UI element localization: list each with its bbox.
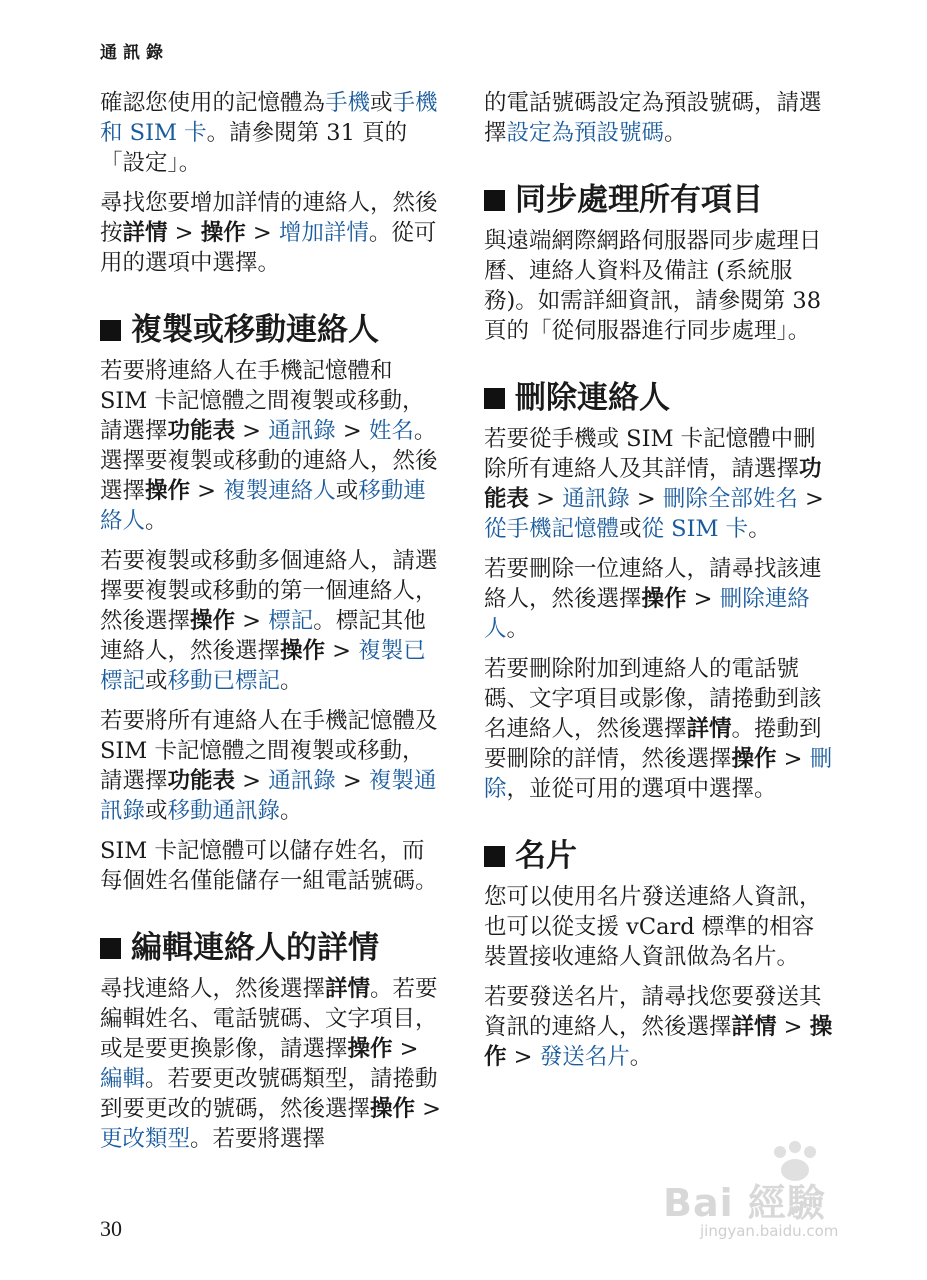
bold-term: 操作 xyxy=(484,1014,833,1070)
paragraph xyxy=(484,554,834,644)
text-run: SIM 卡記憶體可以儲存姓名，而每個姓名僅能儲存一組電話號碼。 xyxy=(100,838,438,894)
text-run: 。若要將選擇 xyxy=(190,1126,326,1152)
menu-option-term: 從手機記憶體 xyxy=(484,516,620,542)
text-run: 若要發送名片，請尋找您要發送其資訊的連絡人，然後選擇 xyxy=(484,984,822,1040)
heading-text: 名片 xyxy=(515,838,577,874)
text-run: 。捲動到要刪除的詳情，然後選擇 xyxy=(484,716,822,772)
text-run: 。 xyxy=(145,508,168,534)
text-run: 若要將連絡人在手機記憶體和 SIM 卡記憶體之間複製或移動，請選擇 xyxy=(100,358,425,444)
menu-option-term: 設定為預設號碼 xyxy=(506,120,665,146)
paragraph xyxy=(484,982,834,1072)
bold-term: 詳情 xyxy=(686,716,732,742)
text-run: > xyxy=(776,746,810,772)
bold-term: 詳情 xyxy=(325,976,371,1002)
heading-text: 刪除連絡人 xyxy=(515,380,670,416)
paragraph xyxy=(100,356,445,536)
text-run: 。 xyxy=(506,616,530,642)
bold-term: 操作 xyxy=(641,586,687,612)
bold-term: 操作 xyxy=(731,746,777,772)
text-run: 。 xyxy=(280,668,303,694)
bold-term: 操作 xyxy=(347,1036,393,1062)
heading-text: 同步處理所有項目 xyxy=(515,182,763,218)
heading-text: 複製或移動連絡人 xyxy=(131,312,379,348)
text-run: 尋找連絡人，然後選擇 xyxy=(100,976,326,1002)
text-run: > xyxy=(686,586,720,612)
menu-option-term: 從 SIM 卡 xyxy=(641,516,749,542)
heading-bullet-icon xyxy=(100,320,121,341)
heading-bullet-icon xyxy=(484,846,505,867)
paragraph xyxy=(100,546,445,696)
right-column xyxy=(484,88,834,1082)
menu-option-term: 刪除連絡人 xyxy=(484,586,810,642)
menu-option-term: 手機 xyxy=(325,90,371,116)
text-run: 。標記其他連絡人，然後選擇 xyxy=(100,608,426,664)
text-run: 。若要編輯姓名、電話號碼、文字項目，或是要更換影像，請選擇 xyxy=(100,976,438,1062)
menu-option-term: 通訊錄 xyxy=(268,418,336,444)
left-column xyxy=(100,88,445,1164)
text-run: 。請參閱第 31 頁的「設定」。 xyxy=(100,120,408,176)
menu-option-term: 更改類型 xyxy=(100,1126,191,1152)
bold-term: 操作 xyxy=(370,1096,416,1122)
heading-bullet-icon xyxy=(484,388,505,409)
text-run: 的電話號碼設定為預設號碼，請選擇 xyxy=(484,90,822,146)
text-run: > xyxy=(392,1036,419,1062)
text-run: > xyxy=(190,478,224,504)
paragraph xyxy=(100,188,445,278)
section-heading xyxy=(484,180,834,220)
menu-option-term: 刪除 xyxy=(484,746,833,802)
text-run: 您可以使用名片發送連絡人資訊，也可以從支援 vCard 標準的相容裝置接收連絡人資訊做為名片。 xyxy=(484,884,822,970)
paragraph xyxy=(484,88,834,148)
text-run: 或 xyxy=(145,798,168,824)
paragraph xyxy=(484,882,834,972)
text-run: > xyxy=(325,638,359,664)
paragraph xyxy=(100,706,445,826)
text-run: 。選擇要複製或移動的連絡人，然後選擇 xyxy=(100,418,438,504)
text-run: 或 xyxy=(145,668,168,694)
bold-term: 詳情 xyxy=(122,220,168,246)
text-run: > xyxy=(797,486,824,512)
text-run: 若要複製或移動多個連絡人，請選擇要複製或移動的第一個連絡人，然後選擇 xyxy=(100,548,438,634)
text-run: 或 xyxy=(619,516,642,542)
page-number: 30 xyxy=(100,1216,122,1241)
text-run: 。從可用的選項中選擇。 xyxy=(100,220,437,276)
section-heading xyxy=(484,836,834,876)
text-run: 。 xyxy=(664,120,687,146)
text-run: > xyxy=(235,418,269,444)
text-run: > xyxy=(776,1014,810,1040)
menu-option-term: 複製已標記 xyxy=(100,638,426,694)
bold-term: 詳情 xyxy=(731,1014,777,1040)
menu-option-term: 編輯 xyxy=(100,1066,146,1092)
menu-option-term: 通訊錄 xyxy=(268,768,336,794)
text-run: > xyxy=(335,768,369,794)
watermark-brand: Bai 經驗 xyxy=(663,1181,826,1225)
bold-term: 操作 xyxy=(280,638,326,664)
menu-option-term: 增加詳情 xyxy=(278,220,369,246)
text-run: 若要從手機或 SIM 卡記憶體中刪除所有連絡人及其詳情，請選擇 xyxy=(484,426,816,482)
text-run: > xyxy=(415,1096,442,1122)
text-run: > xyxy=(235,768,269,794)
text-run: 尋找您要增加詳情的連絡人，然後按 xyxy=(100,190,438,246)
paragraph xyxy=(100,88,445,178)
section-heading xyxy=(484,378,834,418)
paragraph xyxy=(484,654,834,804)
watermark-url: jingyan.baidu.com xyxy=(700,1222,839,1240)
bold-term: 功能表 xyxy=(484,456,822,512)
bold-term: 操作 xyxy=(190,608,236,634)
heading-bullet-icon xyxy=(100,938,121,959)
text-run: 。若要更改號碼類型，請捲動到要更改的號碼，然後選擇 xyxy=(100,1066,438,1122)
text-run: 。 xyxy=(748,516,771,542)
text-run: > xyxy=(167,220,201,246)
text-run: ，並從可用的選項中選擇。 xyxy=(506,776,777,802)
menu-option-term: 姓名 xyxy=(368,418,414,444)
text-run: 或 xyxy=(335,478,359,504)
text-run: > xyxy=(335,418,369,444)
text-run: > xyxy=(506,1044,540,1070)
heading-text: 編輯連絡人的詳情 xyxy=(131,930,379,966)
bold-term: 功能表 xyxy=(167,768,236,794)
paragraph xyxy=(100,974,445,1154)
section-heading xyxy=(100,928,445,968)
menu-option-term: 複製通訊錄 xyxy=(100,768,437,824)
text-run: > xyxy=(629,486,663,512)
paragraph xyxy=(100,836,445,896)
text-run: > xyxy=(245,220,279,246)
menu-option-term: 通訊錄 xyxy=(562,486,630,512)
bold-term: 操作 xyxy=(200,220,246,246)
text-run: 與遠端網際網路伺服器同步處理日曆、連絡人資料及備註 (系統服務)。如需詳細資訊，請參閱第 38 頁的「從伺服器進行同步處理」。 xyxy=(484,228,822,344)
text-run: 。 xyxy=(280,798,303,824)
bold-term: 操作 xyxy=(145,478,191,504)
text-run: 確認您使用的記憶體為 xyxy=(100,90,326,116)
paragraph xyxy=(484,424,834,544)
menu-option-term: 移動已標記 xyxy=(167,668,281,694)
text-run: 或 xyxy=(370,90,393,116)
heading-bullet-icon xyxy=(484,190,505,211)
text-run: > xyxy=(235,608,269,634)
text-run: 。 xyxy=(629,1044,653,1070)
menu-option-term: 移動連絡人 xyxy=(100,478,426,534)
text-run: 若要刪除一位連絡人，請尋找該連絡人，然後選擇 xyxy=(484,556,822,612)
text-run: > xyxy=(529,486,563,512)
text-run: 若要將所有連絡人在手機記憶體及 SIM 卡記憶體之間複製或移動，請選擇 xyxy=(100,708,438,794)
menu-option-term: 複製連絡人 xyxy=(223,478,336,504)
bold-term: 功能表 xyxy=(167,418,236,444)
menu-option-term: 移動通訊錄 xyxy=(167,798,281,824)
menu-option-term: 發送名片 xyxy=(539,1044,630,1070)
text-run: 若要刪除附加到連絡人的電話號碼、文字項目或影像，請捲動到該名連絡人，然後選擇 xyxy=(484,656,822,742)
paragraph xyxy=(484,226,834,346)
menu-option-term: 手機和 SIM 卡 xyxy=(100,90,438,146)
section-heading xyxy=(100,310,445,350)
running-header: 通訊錄 xyxy=(100,43,169,63)
menu-option-term: 標記 xyxy=(268,608,314,634)
menu-option-term: 刪除全部姓名 xyxy=(662,486,798,512)
